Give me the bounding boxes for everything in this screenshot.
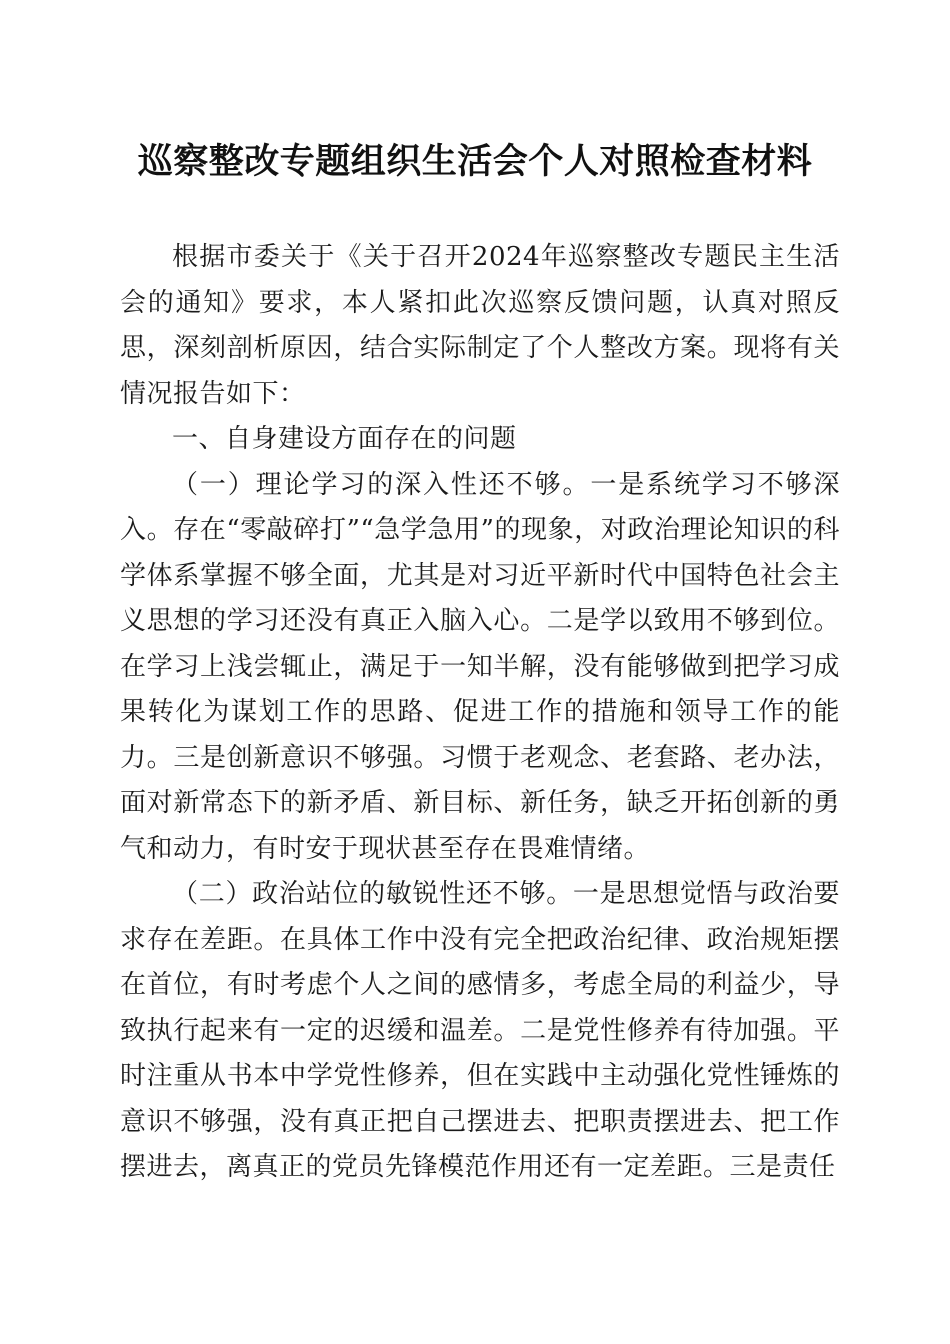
subsection-1-heading: （一）理论学习的深入性还不够。 — [172, 469, 591, 500]
subsection-2-heading: （二）政治站位的敏锐性还不够。 — [172, 879, 573, 909]
subsection-2-paragraph — [120, 872, 840, 1191]
document-body — [120, 235, 840, 1191]
subsection-2-body: 一是思想觉悟与政治要求存在差距。在具体工作中没有完全把政治纪律、政治规矩摆在首位，有时考虑个人之间的感情多，考虑全局的利益少，导致执行起来有一定的迟缓和温差。二是党性修养有待加强。平时注重从书本中学党性修养，但在实践中主动强化党性锤炼的意识不够强，没有真正把自己摆进去、把职责摆进去、把工作摆进去，离真正的党员先锋模范作用还有一定差距。三是责任 — [120, 879, 840, 1182]
intro-paragraph: 根据市委关于《关于召开2024年巡察整改专题民主生活会的通知》要求，本人紧扣此次巡察反馈问题，认真对照反思，深刻剖析原因，结合实际制定了个人整改方案。现将有关情况报告如下： — [120, 242, 840, 409]
subsection-1-body: 一是系统学习不够深入。存在“零敲碎打”“急学急用”的现象，对政治理论知识的科学体系掌握不够全面，尤其是对习近平新时代中国特色社会主义思想的学习还没有真正入脑入心。二是学以致用不够到位。在学习上浅尝辄止，满足于一知半解，没有能够做到把学习成果转化为谋划工作的思路、促进工作的措施和领导工作的能力。三是创新意识不够强。习惯于老观念、老套路、老办法，面对新常态下的新矛盾、新目标、新任务，缺乏开拓创新的勇气和动力，有时安于现状甚至存在畏难情绪。 — [120, 469, 840, 864]
subsection-1-paragraph — [120, 463, 840, 873]
section-heading: 一、自身建设方面存在的问题 — [172, 424, 517, 454]
document-title: 巡察整改专题组织生活会个人对照检查材料 — [137, 141, 813, 182]
